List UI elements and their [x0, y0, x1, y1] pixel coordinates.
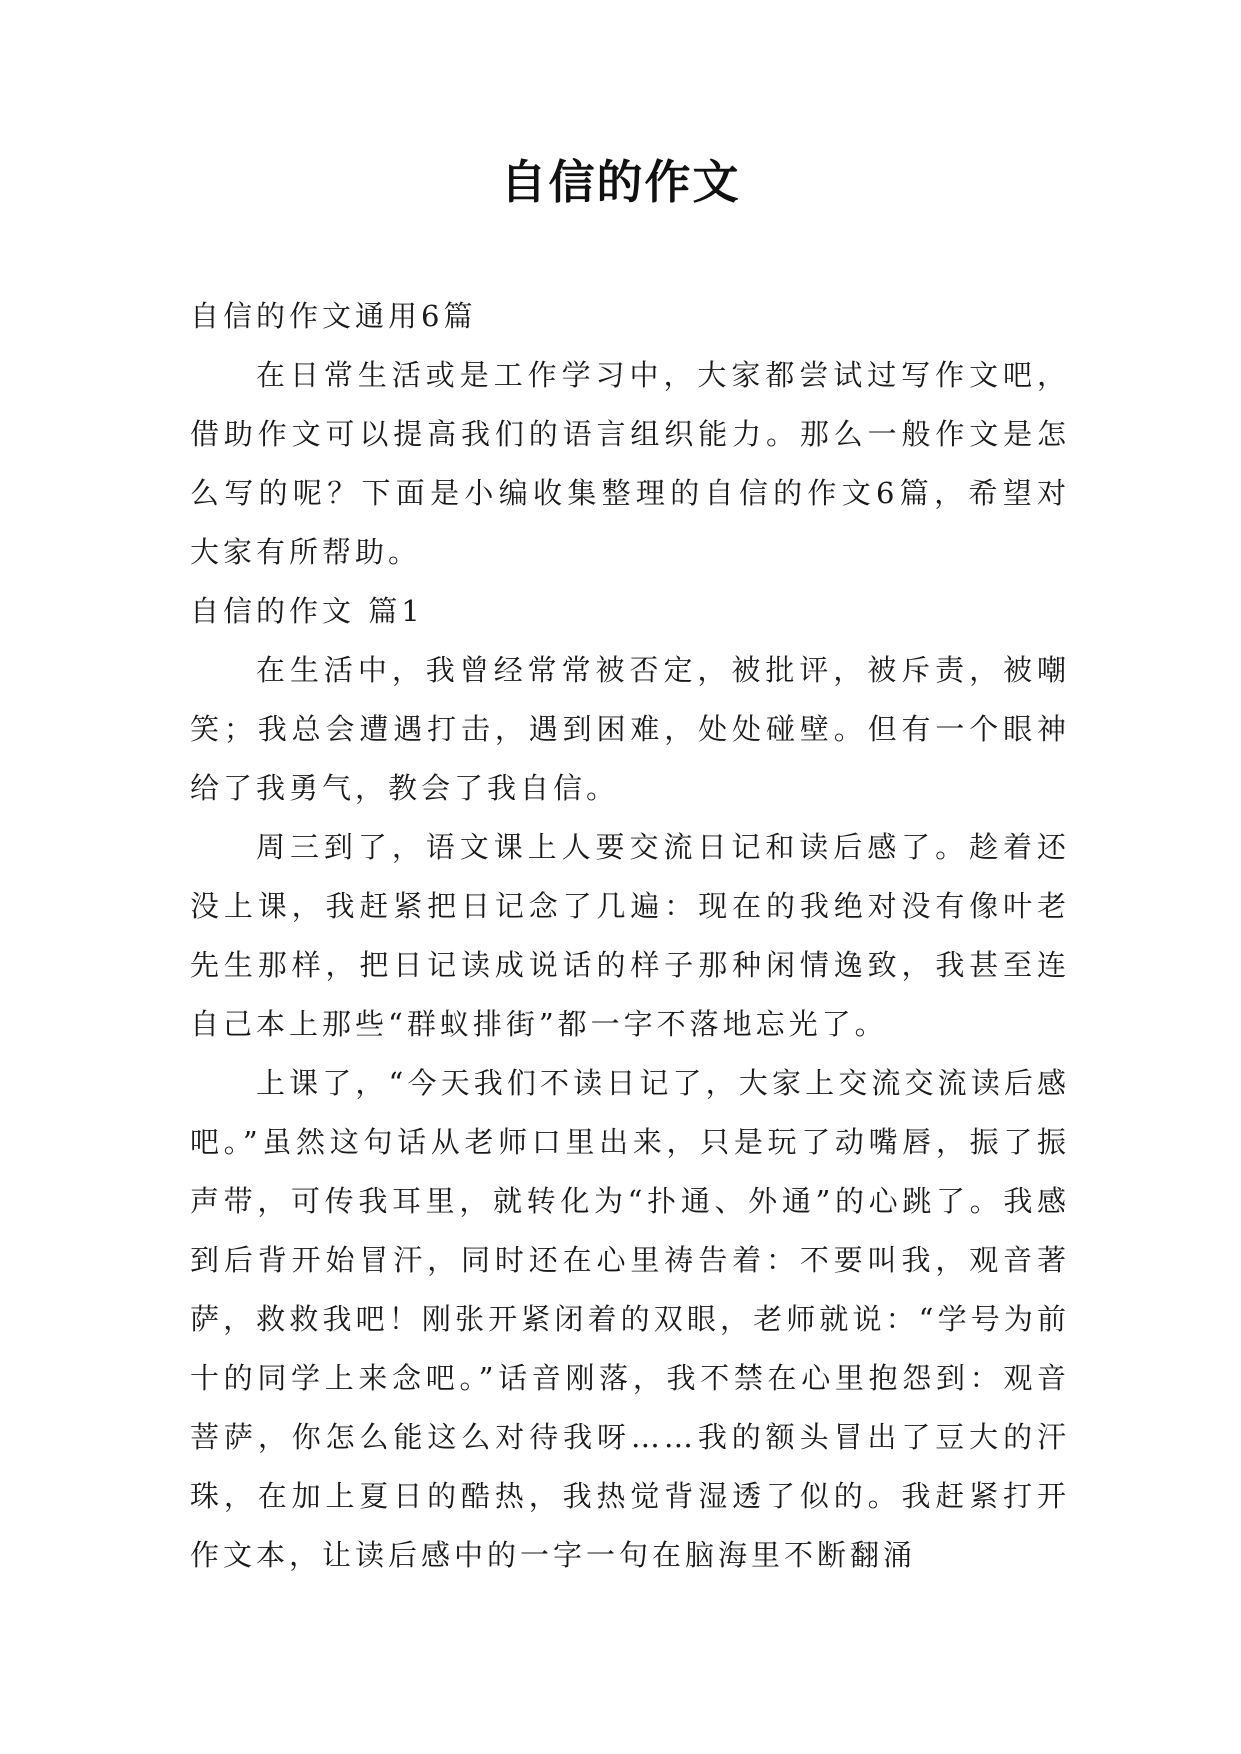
body-paragraph-3: 上课了，“今天我们不读日记了，大家上交流交流读后感吧。”虽然这句话从老师口里出来，只是玩了动嘴唇，振了振声带，可传我耳里，就转化为“扑通、外通”的心跳了。我感到后背开始冒汗，同时还在心里祷告着：不要叫我，观音著萨，救救我吧！刚张开紧闭着的双眼，老师就说：“学号为前十的同学上来念吧。”话音刚落，我不禁在心里抱怨到：观音菩萨，你怎么能这么对待我呀……我的额头冒出了豆大的汗珠，在加上夏日的酷热，我热觉背湿透了似的。我赶紧打开作文本，让读后感中的一字一句在脑海里不断翻涌 [190, 1066, 1070, 1572]
section-heading: 自信的作文 篇1 [190, 594, 424, 628]
document-title: 自信的作文 [500, 155, 741, 209]
document-subtitle: 自信的作文通用6篇 [190, 299, 477, 333]
document-body [190, 287, 1070, 1585]
body-paragraph-1: 在生活中，我曾经常常被否定，被批评，被斥责，被嘲笑；我总会遭遇打击，遇到困难，处处碰壁。但有一个眼神给了我勇气，教会了我自信。 [190, 653, 1070, 805]
body-paragraph-2: 周三到了，语文课上人要交流日记和读后感了。趁着还没上课，我赶紧把日记念了几遍：现在的我绝对没有像叶老先生那样，把日记读成说话的样子那种闲情逸致，我甚至连自己本上那些“群蚁排街”都一字不落地忘光了。 [190, 830, 1070, 1041]
intro-paragraph: 在日常生活或是工作学习中，大家都尝试过写作文吧，借助作文可以提高我们的语言组织能力。那么一般作文是怎么写的呢？下面是小编收集整理的自信的作文6篇，希望对大家有所帮助。 [190, 358, 1070, 569]
